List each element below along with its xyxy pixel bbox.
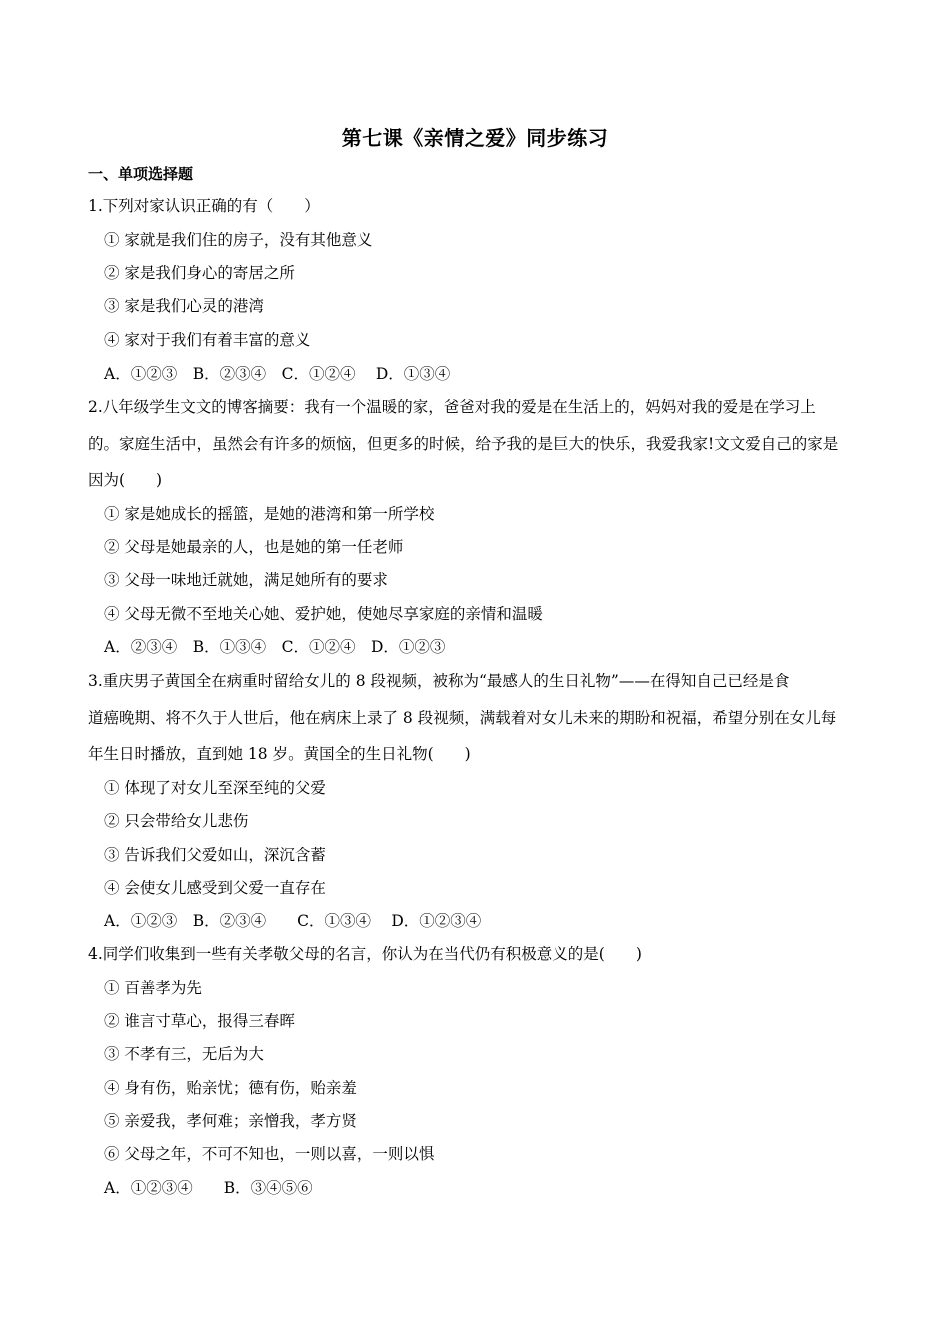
question-4-item: ② 谁言寸草心，报得三春晖 [104, 1012, 295, 1030]
section-heading: 一、单项选择题 [88, 165, 194, 183]
page-title: 第七课《亲情之爱》同步练习 [341, 126, 609, 150]
question-2-stem: 2.八年级学生文文的博客摘要：我有一个温暖的家，爸爸对我的爱是在生活上的，妈妈对我的爱是在学习上 [88, 398, 816, 416]
question-3-item: ① 体现了对女儿至深至纯的父爱 [104, 779, 326, 797]
question-2-item: ③ 父母一味地迁就她，满足她所有的要求 [104, 571, 388, 589]
question-3-answers: A．①②③ B．②③④ C．①③④ D．①②③④ [104, 912, 482, 930]
question-4-stem: 4.同学们收集到一些有关孝敬父母的名言，你认为在当代仍有积极意义的是( ) [88, 945, 642, 963]
question-3-stem: 3.重庆男子黄国全在病重时留给女儿的 8 段视频，被称为“最感人的生日礼物”——在得知自己已经是食 [88, 672, 790, 690]
question-2-stem: 的。家庭生活中，虽然会有许多的烦恼，但更多的时候，给予我的是巨大的快乐，我爱我家!文文爱自己的家是 [88, 435, 839, 453]
question-2-item: ④ 父母无微不至地关心她、爱护她，使她尽享家庭的亲情和温暖 [104, 605, 543, 623]
question-1-item: ④ 家对于我们有着丰富的意义 [104, 331, 311, 349]
question-1-item: ② 家是我们身心的寄居之所 [104, 264, 295, 282]
question-4-item: ⑥ 父母之年，不可不知也，一则以喜，一则以惧 [104, 1145, 435, 1163]
question-1-item: ③ 家是我们心灵的港湾 [104, 297, 264, 315]
question-4-item: ① 百善孝为先 [104, 979, 202, 997]
question-2-item: ① 家是她成长的摇篮，是她的港湾和第一所学校 [104, 505, 435, 523]
question-3-stem: 年生日时播放，直到她 18 岁。黄国全的生日礼物( ) [88, 745, 471, 763]
question-4-item: ④ 身有伤，贻亲忧；德有伤，贻亲羞 [104, 1079, 357, 1097]
question-3-stem: 道癌晚期、将不久于人世后，他在病床上录了 8 段视频，满载着对女儿未来的期盼和祝福，希望分别在女儿每 [88, 709, 837, 727]
question-1-answers: A．①②③ B．②③④ C．①②④ D．①③④ [104, 365, 451, 383]
question-3-item: ③ 告诉我们父爱如山，深沉含蓄 [104, 846, 326, 864]
question-4-answers: A．①②③④ B．③④⑤⑥ [104, 1179, 313, 1197]
question-1-item: ① 家就是我们住的房子，没有其他意义 [104, 231, 373, 249]
question-1-stem: 1.下列对家认识正确的有（ ） [88, 197, 320, 215]
question-2-answers: A．②③④ B．①③④ C．①②④ D．①②③ [104, 638, 446, 656]
question-3-item: ④ 会使女儿感受到父爱一直存在 [104, 879, 326, 897]
question-3-item: ② 只会带给女儿悲伤 [104, 812, 249, 830]
question-2-item: ② 父母是她最亲的人，也是她的第一任老师 [104, 538, 404, 556]
question-4-item: ③ 不孝有三，无后为大 [104, 1045, 264, 1063]
question-4-item: ⑤ 亲爱我，孝何难；亲憎我，孝方贤 [104, 1112, 357, 1130]
question-2-stem: 因为( ) [88, 471, 163, 489]
